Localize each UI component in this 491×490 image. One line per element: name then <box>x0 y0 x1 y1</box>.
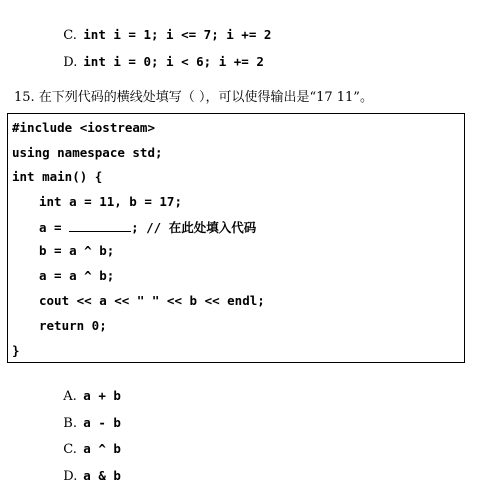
question-text: 15. 在下列代码的横线处填写（ ），可以使得输出是“17 11”。 <box>14 90 373 105</box>
code-line-blank <box>39 219 256 236</box>
fill-blank <box>69 219 131 232</box>
code-line: return 0; <box>39 318 107 333</box>
code-line: int a = 11, b = 17; <box>39 194 182 209</box>
option-letter: D. <box>63 55 78 70</box>
option-code: a - b <box>83 415 121 430</box>
option-code: int i = 1; i <= 7; i += 2 <box>83 27 272 42</box>
prev-option-d <box>55 38 264 71</box>
code-line: int main() { <box>12 169 103 184</box>
code-text: ; // <box>131 220 169 235</box>
option-letter: D. <box>63 469 78 484</box>
code-comment: 在此处填入代码 <box>168 220 257 235</box>
code-line: a = a ^ b; <box>39 268 115 283</box>
code-line: } <box>12 343 20 358</box>
code-box <box>7 113 465 363</box>
code-line: cout << a << " " << b << endl; <box>39 293 265 308</box>
option-letter: C. <box>63 442 77 457</box>
option-letter: A. <box>63 389 77 404</box>
option-code: a & b <box>83 468 121 483</box>
code-line: #include <iostream> <box>12 120 155 135</box>
option-code: a ^ b <box>83 441 121 456</box>
option-letter: B. <box>63 416 77 431</box>
option-letter: C. <box>63 28 77 43</box>
code-line: using namespace std; <box>12 145 163 160</box>
option-code: a + b <box>83 388 121 403</box>
code-text: a = <box>39 220 70 235</box>
option-code: int i = 0; i < 6; i += 2 <box>83 54 264 69</box>
code-line: b = a ^ b; <box>39 243 115 258</box>
option-d <box>55 452 121 485</box>
